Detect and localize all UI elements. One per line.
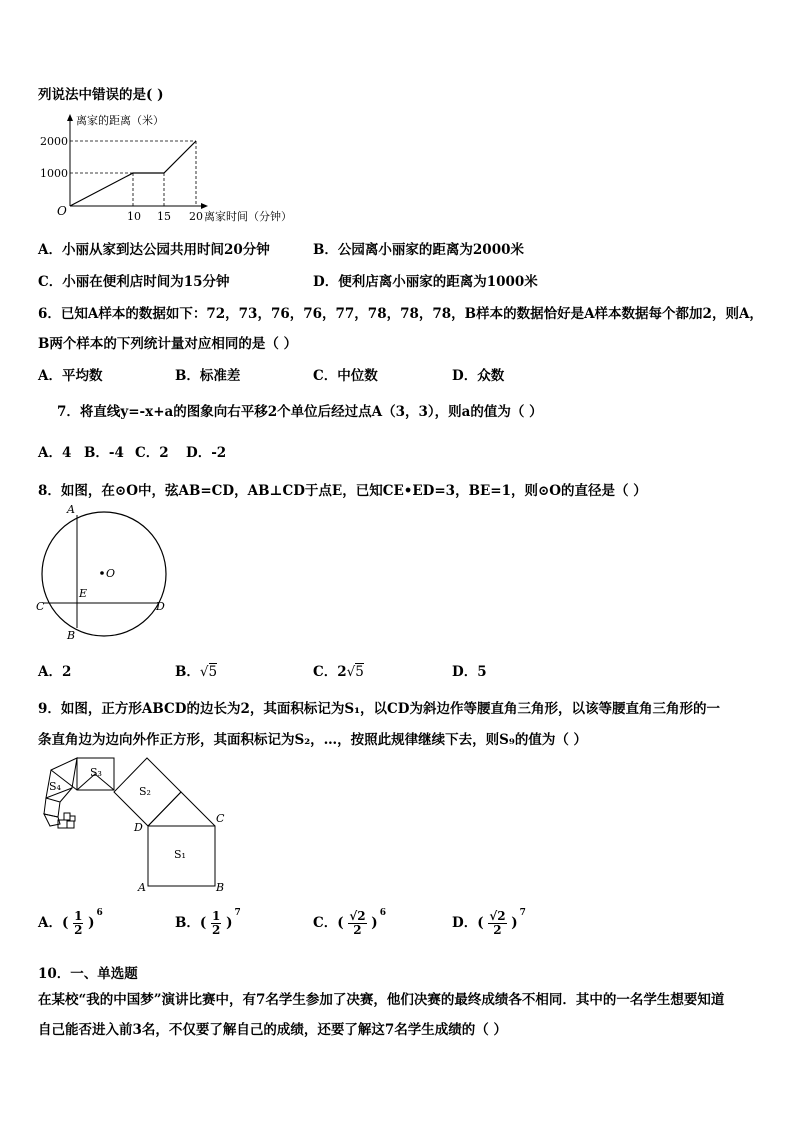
q9-option-c-exponent: 6 xyxy=(379,908,386,918)
q9-option-b-exponent: 7 xyxy=(234,908,241,918)
q9-option-c-numerator: √2 xyxy=(349,909,366,923)
q8-option-c xyxy=(313,660,364,680)
q10-line-1: 在某校“我的中国梦”演讲比赛中，有7名学生参加了决赛，他们决赛的最终成绩各不相同．其中的一名学生想要知道 xyxy=(38,992,725,1008)
q6-line-2: B两个样本的下列统计量对应相同的是（ ） xyxy=(38,336,298,352)
q6-option-b: B．标准差 xyxy=(175,368,241,384)
q8-label-a: A xyxy=(67,503,75,516)
q9-option-c-fraction xyxy=(348,910,366,937)
q9-label-s1: S₁ xyxy=(174,848,186,861)
q9-squares-figure xyxy=(36,754,236,894)
q9-label-s2: S₂ xyxy=(139,785,151,798)
q5-xtick-15: 15 xyxy=(157,210,171,223)
q6-option-a: A．平均数 xyxy=(38,368,103,384)
q9-option-b-fraction xyxy=(211,910,221,937)
q7-option-b: B．-4 xyxy=(84,445,124,461)
q6-option-d: D．众数 xyxy=(452,368,505,384)
q9-option-d-fraction xyxy=(488,910,506,937)
q5-option-d: D．便利店离小丽家的距离为1000米 xyxy=(313,274,538,290)
q5-option-b: B．公园离小丽家的距离为2000米 xyxy=(313,242,524,258)
q9-option-b-close: ) xyxy=(226,915,233,931)
q8-stem: 8．如图，在⊙O中，弦AB=CD，AB⊥CD于点E，已知CE•ED=3，BE=1，则⊙O的直径是（ ） xyxy=(38,483,647,499)
q9-option-a-exponent: 6 xyxy=(96,908,103,918)
q9-option-a-fraction xyxy=(73,910,83,937)
q9-option-a-prefix: A．( xyxy=(38,915,69,931)
q9-option-d-close: ) xyxy=(511,915,518,931)
q8-label-e: E xyxy=(79,587,88,600)
q9-option-a-close: ) xyxy=(88,915,95,931)
q9-option-a xyxy=(38,910,103,937)
q7-option-d: D．-2 xyxy=(186,445,227,461)
q10-line-2: 自己能否进入前3名，不仅要了解自己的成绩，还要了解这7名学生成绩的（ ） xyxy=(38,1022,507,1038)
q5-option-c: C．小丽在便利店时间为15分钟 xyxy=(38,274,230,290)
q9-line-2: 条直角边为边向外作正方形，其面积标记为S₂，…，按照此规律继续下去，则S₉的值为（ ） xyxy=(38,732,588,748)
q8-label-c: C xyxy=(36,600,45,613)
q9-option-a-denominator: 2 xyxy=(74,923,83,937)
q8-label-b: B xyxy=(67,629,76,642)
q9-option-d-exponent: 7 xyxy=(519,908,526,918)
q8-option-b-radicand: 5 xyxy=(208,664,218,680)
q9-line-1: 9．如图，正方形ABCD的边长为2，其面积标记为S₁，以CD为斜边作等腰直角三角形，以该等腰直角三角形的一 xyxy=(38,701,720,717)
q8-option-a: A．2 xyxy=(38,664,72,680)
q6-option-c: C．中位数 xyxy=(313,368,378,384)
q8-option-b-prefix: B． xyxy=(175,664,200,680)
q7-option-c: C．2 xyxy=(135,445,169,461)
sqrt-icon: √ xyxy=(199,664,209,680)
q9-label-c: C xyxy=(216,812,225,825)
q9-option-b-prefix: B．( xyxy=(175,915,207,931)
q9-option-a-numerator: 1 xyxy=(74,909,83,923)
q5-distance-time-graph xyxy=(40,110,340,230)
q8-option-c-prefix: C．2 xyxy=(313,664,347,680)
q5-ytick-2000: 2000 xyxy=(40,135,68,148)
q9-label-s3: S₃ xyxy=(90,766,102,779)
q9-option-b-denominator: 2 xyxy=(212,923,221,937)
q9-option-d-numerator: √2 xyxy=(489,909,506,923)
q8-circle-figure xyxy=(34,503,174,643)
q9-option-c-denominator: 2 xyxy=(353,923,362,937)
q8-option-b xyxy=(175,660,217,680)
q5-stem: 列说法中错误的是( ) xyxy=(38,87,164,103)
q5-ylabel: 离家的距离（米） xyxy=(76,114,164,127)
q8-label-d: D xyxy=(156,600,165,613)
q9-option-b-numerator: 1 xyxy=(212,909,221,923)
q9-label-s4: S₄ xyxy=(49,780,61,793)
q9-option-d-denominator: 2 xyxy=(493,923,502,937)
q6-line-1: 6．已知A样本的数据如下：72，73，76，76，77，78，78，78，B样本的数据恰好是A样本数据每个都加2，则A， xyxy=(38,306,763,322)
q5-ytick-1000: 1000 xyxy=(40,167,68,180)
q9-option-c-close: ) xyxy=(371,915,378,931)
q9-option-c xyxy=(313,910,386,937)
q5-xtick-20: 20 xyxy=(189,210,203,223)
q8-label-o: O xyxy=(106,567,116,580)
sqrt-icon: √ xyxy=(346,664,356,680)
q5-xlabel: 离家时间（分钟） xyxy=(204,210,292,223)
q5-option-a: A．小丽从家到达公园共用时间20分钟 xyxy=(38,242,270,258)
q9-option-c-prefix: C．( xyxy=(313,915,344,931)
q7-option-a: A．4 xyxy=(38,445,72,461)
q5-xtick-10: 10 xyxy=(127,210,141,223)
q9-option-d xyxy=(452,910,526,937)
q9-label-d: D xyxy=(134,821,143,834)
q7-stem: 7．将直线y=-x+a的图象向右平移2个单位后经过点A（3，3），则a的值为（ ） xyxy=(57,404,543,420)
q9-label-b: B xyxy=(216,881,225,894)
q9-option-b xyxy=(175,910,241,937)
q8-option-d: D．5 xyxy=(452,664,487,680)
q5-origin: O xyxy=(57,204,67,218)
q8-option-c-radicand: 5 xyxy=(355,664,364,680)
q10-heading: 10．一、单选题 xyxy=(38,966,138,982)
q9-option-d-prefix: D．( xyxy=(452,915,484,931)
q9-label-a: A xyxy=(138,881,146,894)
